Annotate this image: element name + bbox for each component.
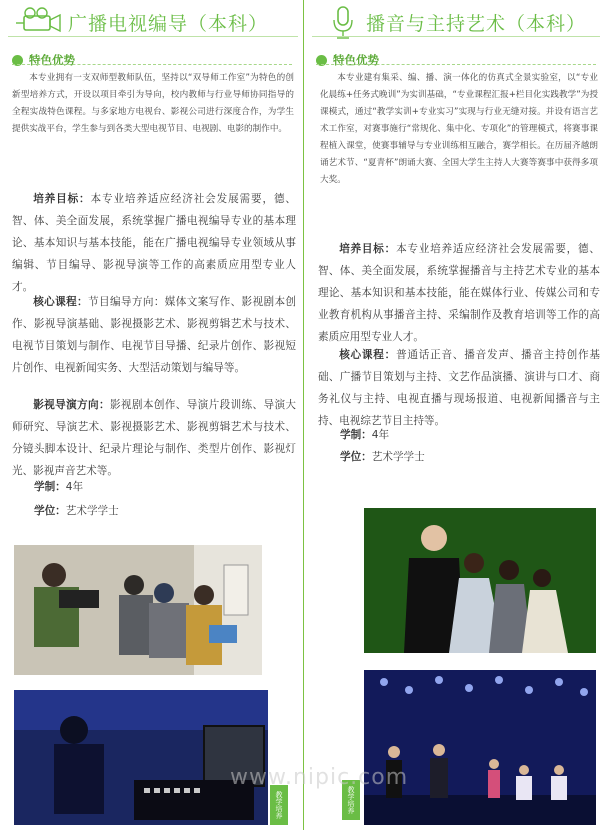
right-side-tab: 教学培养: [342, 780, 360, 820]
left-goal-paragraph: [12, 188, 296, 298]
right-features-rule: [316, 64, 596, 65]
left-duration-label: 学制：: [34, 481, 66, 493]
left-side-tab: 教学培养: [270, 785, 288, 825]
video-camera-icon: [14, 6, 66, 36]
left-title: 广播电视编导（本科）: [68, 13, 269, 35]
right-core-label: 核心课程：: [339, 349, 397, 361]
editing-studio-illustration: [14, 690, 268, 825]
left-features-rule: [12, 64, 292, 65]
left-goal-label: 培养目标：: [33, 193, 91, 205]
left-direction-paragraph: [12, 394, 296, 482]
left-column: [8, 0, 298, 830]
stage-hosts-illustration: [364, 508, 596, 653]
right-goal-label: 培养目标：: [339, 243, 397, 255]
left-direction-label: 影视导演方向：: [33, 399, 110, 411]
right-duration-label: 学制：: [340, 429, 372, 441]
stage-performance-illustration: [364, 670, 596, 825]
photo-film-crew: [14, 545, 262, 675]
column-divider: [303, 0, 304, 830]
left-header-rule: [8, 36, 298, 37]
right-title: 播音与主持艺术（本科）: [366, 13, 587, 35]
left-features-text: 本专业拥有一支双师型教师队伍，坚持以“双导师工作室”为特色的创新型培养方式，开设以项目牵引为导向，校内教师与行业导师协同指导的全程实战特色课程。与多家地方电视台、影视公司进行深度合作，为学生提供实战平台，学生参与到各类大型电视节目、电视剧、电影的制作中。: [12, 73, 294, 134]
right-goal-text: 本专业培养适应经济社会发展需要，德、智、体、美全面发展，系统掌握播音与主持艺术专业的基本理论、基本知识和基本技能，能在媒体行业、传媒公司和专业教育机构从事播音主持、采编制作及教育培训等工作的高素质应用型专业人才。: [318, 243, 600, 343]
left-features-label: 特色优势: [29, 53, 75, 67]
left-direction-text: 影视剧本创作、导演片段训练、导演大师研究、导演艺术、影视摄影艺术、影视剪辑艺术与技术、分镜头脚本设计、纪录片理论与制作、类型片创作、影视灯光、影视声音艺术等。: [12, 399, 297, 477]
left-goal-text: 本专业培养适应经济社会发展需要，德、智、体、美全面发展，系统掌握广播电视编导专业的基本理论、基本知识与基本技能，能在广播电视编导专业领域从事编辑、节目编导、影视导演等工作的高素质应用型专业人才。: [12, 193, 297, 293]
right-core-paragraph: [318, 344, 600, 432]
photo-editing-studio: [14, 690, 268, 825]
right-header-rule: [312, 36, 600, 37]
right-features-label: 特色优势: [333, 53, 379, 67]
left-degree-label: 学位：: [34, 505, 66, 517]
photo-stage-performance: [364, 670, 596, 825]
right-duration-value: 4年: [371, 429, 390, 441]
right-goal-paragraph: [318, 238, 600, 348]
right-degree-label: 学位：: [340, 451, 372, 463]
photo-stage-hosts: [364, 508, 596, 653]
right-degree: [340, 446, 425, 468]
left-degree: [34, 500, 119, 522]
left-duration-value: 4年: [65, 481, 84, 493]
left-features-heading: [12, 52, 75, 68]
right-features-heading: [316, 52, 379, 68]
left-core-label: 核心课程：: [33, 296, 89, 308]
left-core-text: 节目编导方向：媒体文案写作、影视剧本创作、影视导演基础、影视摄影艺术、影视剪辑艺术与技术、电视节目策划与制作、电视节目导播、纪录片创作、影视短片创作、电视新闻实务、大型活动策划与编导等。: [12, 296, 297, 374]
left-degree-value: 艺术学学士: [65, 505, 119, 517]
right-duration: [340, 424, 389, 446]
left-duration: [34, 476, 83, 498]
left-core-paragraph: [12, 291, 296, 379]
watermark-text: www.nipic.com: [230, 765, 409, 790]
left-header: [8, 0, 298, 44]
right-features-text: 本专业建有集采、编、播、演一体化的仿真式全景实验室，以“专业化晨练+任务式晚训”为实训基础，“专业课程汇报+栏目化实践教学”为授课模式，通过“教学实训+专业实习”实现与行业无缝对接。并设有语言艺术工作室，对赛事施行“常规化、集中化、专项化”的管理模式，将赛事课程植入课堂，使赛事辅导与专业训练相互融合，赛学相长。在历届齐越朗诵艺术节、“夏青杯”朗诵大赛、全国大学生主持人大赛等赛事中获得多项大奖。: [320, 73, 598, 185]
right-core-text: 普通话正音、播音发声、播音主持创作基础、广播节目策划与主持、文艺作品演播、演讲与口才、商务礼仪与主持、电视直播与现场报道、电视新闻播音与主持、电视综艺节目主持等。: [318, 349, 600, 427]
right-header: [312, 0, 600, 44]
film-crew-illustration: [14, 545, 262, 675]
right-degree-value: 艺术学学士: [371, 451, 425, 463]
microphone-icon: [328, 4, 358, 40]
right-column: [312, 0, 600, 830]
